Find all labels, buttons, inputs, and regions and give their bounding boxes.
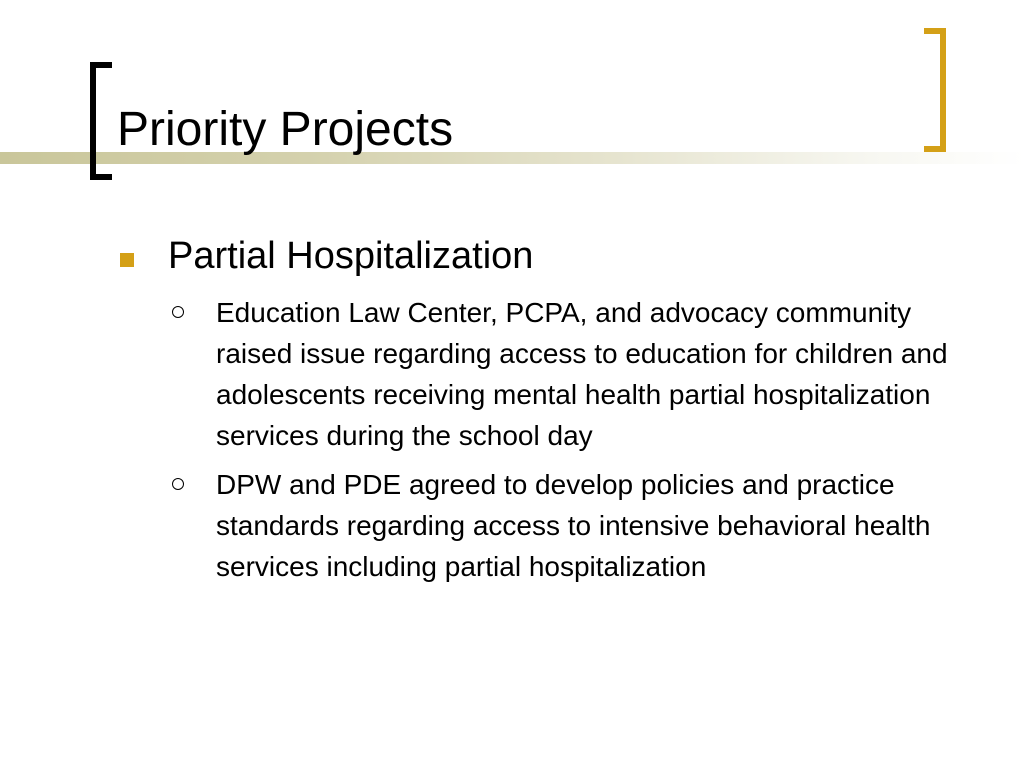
- bullet-partial-hospitalization: [118, 232, 968, 280]
- right-bracket-decoration: [924, 28, 946, 152]
- sub-bullet-item: [166, 464, 968, 587]
- slide-content: [118, 232, 968, 595]
- sub-bullet-text: Education Law Center, PCPA, and advocacy community raised issue regarding access to education for children and adolescents receiving mental health partial hospitalization services during the school day: [216, 297, 948, 451]
- open-circle-bullet-icon: [172, 478, 184, 490]
- open-circle-bullet-icon: [172, 306, 184, 318]
- sub-bullet-item: [166, 292, 968, 456]
- left-bracket-decoration: [90, 62, 112, 180]
- square-bullet-icon: [120, 253, 134, 267]
- sub-bullet-text: DPW and PDE agreed to develop policies and practice standards regarding access to intensive behavioral health services including partial hospitalization: [216, 469, 931, 582]
- sub-bullet-list: [118, 292, 968, 587]
- slide-title: Priority Projects: [117, 103, 454, 156]
- bullet-text: Partial Hospitalization: [168, 235, 534, 277]
